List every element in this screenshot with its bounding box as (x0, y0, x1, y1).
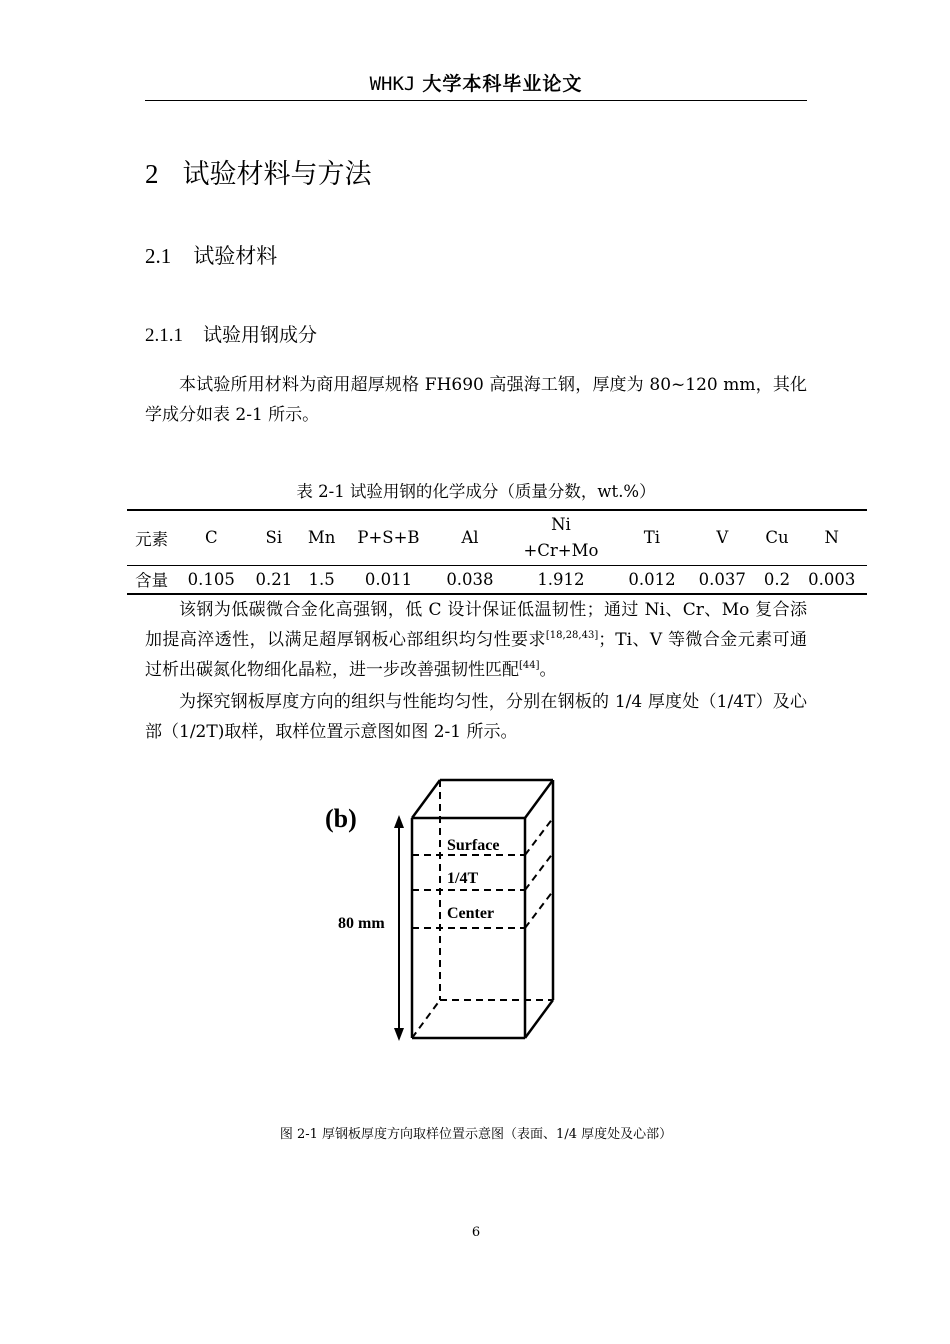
table-col-psb: P+S+B (357, 528, 420, 548)
chapter-number: 2 (145, 159, 159, 189)
section-heading (145, 240, 277, 270)
table-col-crmo: +Cr+Mo (523, 540, 599, 560)
chapter-title: 试验材料与方法 (182, 159, 372, 190)
table-cell: 0.21 (255, 569, 293, 589)
paragraph2-text-a: 该钢为低碳微合金化高强钢，低 C 设计保证低温韧性；通过 Ni、Cr、Mo 复合添加提高淬透性，以满足超厚钢板心部组织均匀性要求 (145, 600, 807, 650)
table-cell: 0.2 (763, 569, 791, 589)
figure-layer-center: Center (447, 905, 495, 922)
figure-thickness-label: 80 mm (338, 915, 385, 932)
paragraph-sampling: 为探究钢板厚度方向的组织与性能均匀性，分别在钢板的 1/4 厚度处（1/4T）及心部（1/2T)取样，取样位置示意图如图 2-1 所示。 (145, 692, 807, 742)
header-latin: WHKJ (369, 73, 416, 95)
table-row-header: 元素 (135, 529, 169, 549)
section-number: 2.1 (145, 244, 172, 268)
citation: [44] (519, 660, 540, 671)
table-cell: 0.012 (628, 569, 676, 589)
composition-table (127, 509, 867, 595)
table-cell: 0.038 (446, 569, 494, 589)
table-row-label: 含量 (135, 571, 169, 591)
table-cell: 0.003 (808, 569, 856, 589)
table-col-ni: Ni (551, 514, 571, 534)
paragraph-composition-rationale (145, 595, 807, 685)
table-col-nicrmo (505, 510, 617, 565)
table-col-cu: Cu (765, 528, 789, 548)
sampling-figure (320, 770, 560, 1060)
table-col-ti: Ti (643, 528, 661, 548)
paragraph2-text-c: 。 (539, 660, 557, 680)
table-cell: 1.912 (537, 569, 585, 589)
table-cell: 0.037 (698, 569, 746, 589)
table-caption: 表 2-1 试验用钢的化学成分（质量分数，wt.%） (296, 482, 656, 501)
figure-caption: 图 2-1 厚钢板厚度方向取样位置示意图（表面、1/4 厚度处及心部） (279, 1127, 673, 1142)
page-number: 6 (471, 1225, 481, 1240)
citation: [18,28,43] (545, 630, 599, 641)
table-col-mn: Mn (307, 528, 336, 548)
table-col-al: Al (461, 528, 479, 548)
subsection-title: 试验用钢成分 (203, 324, 318, 346)
subsection-heading (145, 320, 317, 347)
figure-panel-label: (b) (325, 804, 357, 833)
paragraph2-text-b: ；Ti、V 等微合金元素可通过析出碳氮化物细化晶粒，进一步改善强韧性匹配 (145, 630, 807, 680)
figure-layer-quarter: 1/4T (447, 870, 479, 887)
table-col-n: N (824, 528, 839, 548)
table-cell: 0.105 (187, 569, 235, 589)
table-col-c: C (204, 528, 218, 548)
table-col-v: V (716, 528, 729, 548)
table-row (127, 565, 867, 594)
table-col-si: Si (265, 528, 283, 548)
chapter-heading (145, 152, 372, 191)
header-title: 大学本科毕业论文 (422, 73, 583, 95)
table-cell: 0.011 (364, 569, 413, 589)
section-title: 试验材料 (193, 244, 278, 268)
figure-layer-surface: Surface (447, 837, 500, 854)
table-cell: 1.5 (308, 569, 335, 589)
subsection-number: 2.1.1 (145, 325, 183, 346)
table-header-row (127, 510, 867, 565)
page-header (145, 70, 807, 101)
paragraph-materials: 本试验所用材料为商用超厚规格 FH690 高强海工钢，厚度为 80~120 mm，其化学成分如表 2-1 所示。 (145, 375, 807, 425)
